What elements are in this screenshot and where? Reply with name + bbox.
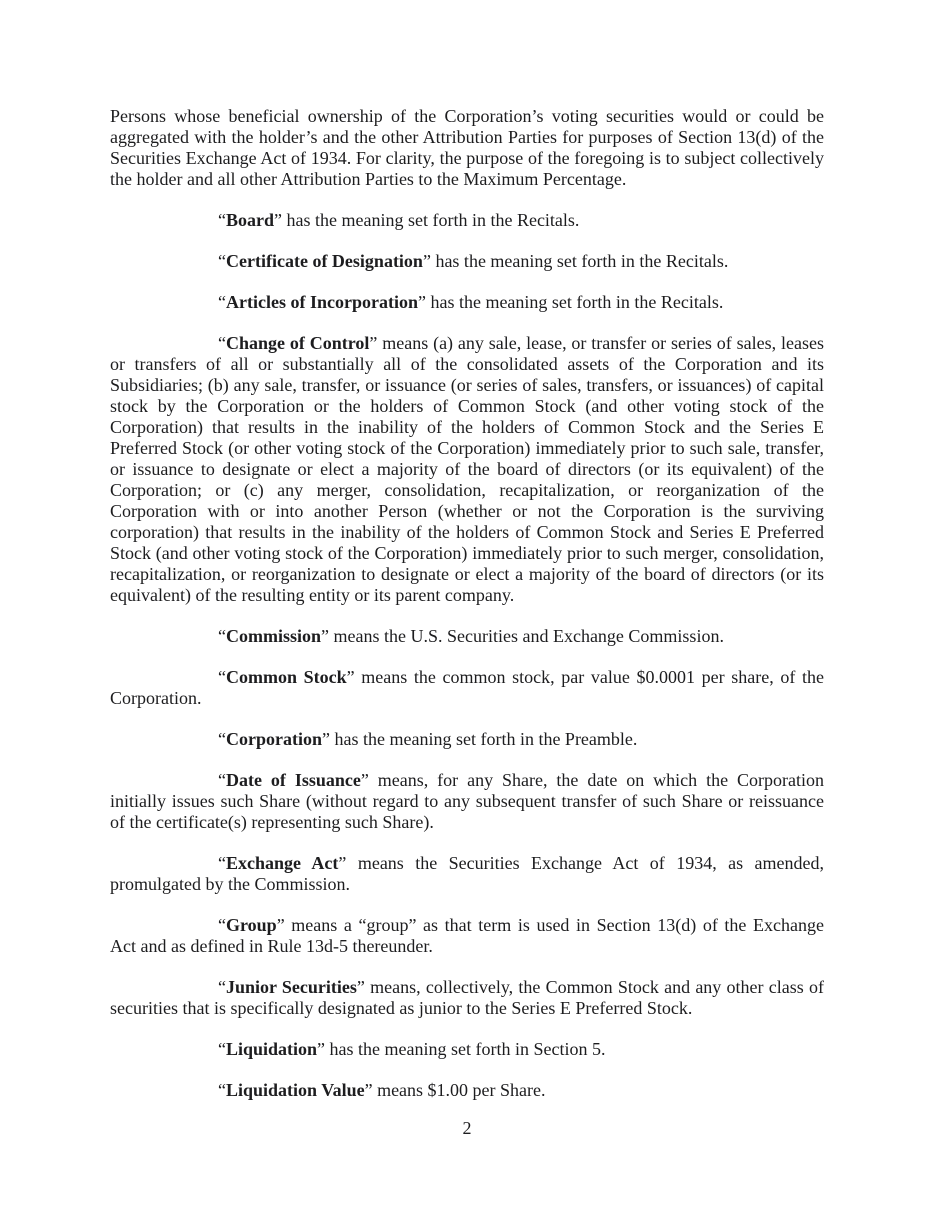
open-quote: “ [218,853,226,873]
open-quote: “ [218,210,226,230]
open-quote: “ [218,770,226,790]
defined-term: Board [226,210,275,230]
defined-term: Articles of Incorporation [226,292,418,312]
definition-text: ” means $1.00 per Share. [364,1080,546,1100]
definition-board [110,210,824,231]
defined-term: Group [226,915,277,935]
defined-term: Junior Securities [226,977,357,997]
defined-term: Certificate of Designation [226,251,423,271]
definition-liquidation-value [110,1080,824,1101]
open-quote: “ [218,915,226,935]
definition-text: ” means the Securities Exchange Act of 1934, as amended, promulgated by the Commission. [110,853,824,894]
open-quote: “ [218,626,226,646]
definition-text: ” has the meaning set forth in Section 5. [317,1039,606,1059]
body-paragraph [110,106,824,190]
definition-text: ” means, collectively, the Common Stock and any other class of securities that is specifically designated as junior to the Series E Preferred Stock. [110,977,824,1018]
definition-commission [110,626,824,647]
definition-exchange-act [110,853,824,895]
definition-text: ” has the meaning set forth in the Recitals. [422,251,729,271]
defined-term: Liquidation [226,1039,318,1059]
page-number: 2 [462,1118,472,1138]
definition-group [110,915,824,957]
definition-text: ” means (a) any sale, lease, or transfer or series of sales, leases or transfers of all or substantially all of the consolidated assets of the Corporation and its Subsidiaries; (b) any sale, transfer, or issuance (or series of sales, transfers, or issuances) of capital stock by the Corporation or the holders of Common Stock (and other voting stock of the Corporation) that results in the inability of the holders of Common Stock and the Series E Preferred Stock (or other voting stock of the Corporation) immediately prior to such sale, transfer, or issuance to designate or elect a majority of the board of directors (or its equivalent) of the Corporation; or (c) any merger, consolidation, recapitalization, or reorganization of the Corporation with or into another Person (whether or not the Corporation is the surviving corporation) that results in the inability of the holders of Common Stock and Series E Preferred Stock (and other voting stock of the Corporation) immediately prior to such merger, consolidation, recapitalization, or reorganization to designate or elect a majority of the board of directors (or its equivalent) of the resulting entity or its parent company. [110,333,824,605]
definition-text: ” has the meaning set forth in the Recitals. [417,292,724,312]
definition-articles-of-incorporation [110,292,824,313]
defined-term: Commission [226,626,322,646]
definition-text: ” has the meaning set forth in the Recitals. [274,210,580,230]
definition-certificate-of-designation [110,251,824,272]
defined-term: Exchange Act [226,853,339,873]
definition-text: ” means, for any Share, the date on which the Corporation initially issues such Share (without regard to any subsequent transfer of such Share or reissuance of the certificate(s) representing such Share). [110,770,824,832]
definition-text: ” means a “group” as that term is used in Section 13(d) of the Exchange Act and as defined in Rule 13d-5 thereunder. [110,915,824,956]
definition-common-stock [110,667,824,709]
defined-term: Common Stock [226,667,347,687]
open-quote: “ [218,667,226,687]
definition-text: ” means the U.S. Securities and Exchange Commission. [321,626,724,646]
definition-corporation [110,729,824,750]
defined-term: Change of Control [226,333,370,353]
defined-term: Corporation [226,729,322,749]
open-quote: “ [218,251,226,271]
open-quote: “ [218,1080,226,1100]
open-quote: “ [218,333,226,353]
paragraph-text: Persons whose beneficial ownership of the Corporation’s voting securities would or could be aggregated with the holder’s and the other Attribution Parties for purposes of Section 13(d) of the Securities Exchange Act of 1934. For clarity, the purpose of the foregoing is to subject collectively the holder and all other Attribution Parties to the Maximum Percentage. [110,106,824,189]
open-quote: “ [218,292,226,312]
defined-term: Liquidation Value [226,1080,365,1100]
definition-date-of-issuance [110,770,824,833]
definition-liquidation [110,1039,824,1060]
definition-change-of-control [110,333,824,606]
definition-text: ” has the meaning set forth in the Preamble. [322,729,638,749]
open-quote: “ [218,729,226,749]
definition-text: ” means the common stock, par value $0.0001 per share, of the Corporation. [110,667,824,708]
document-body [110,106,824,1121]
open-quote: “ [218,1039,226,1059]
open-quote: “ [218,977,226,997]
defined-term: Date of Issuance [226,770,361,790]
definition-junior-securities [110,977,824,1019]
